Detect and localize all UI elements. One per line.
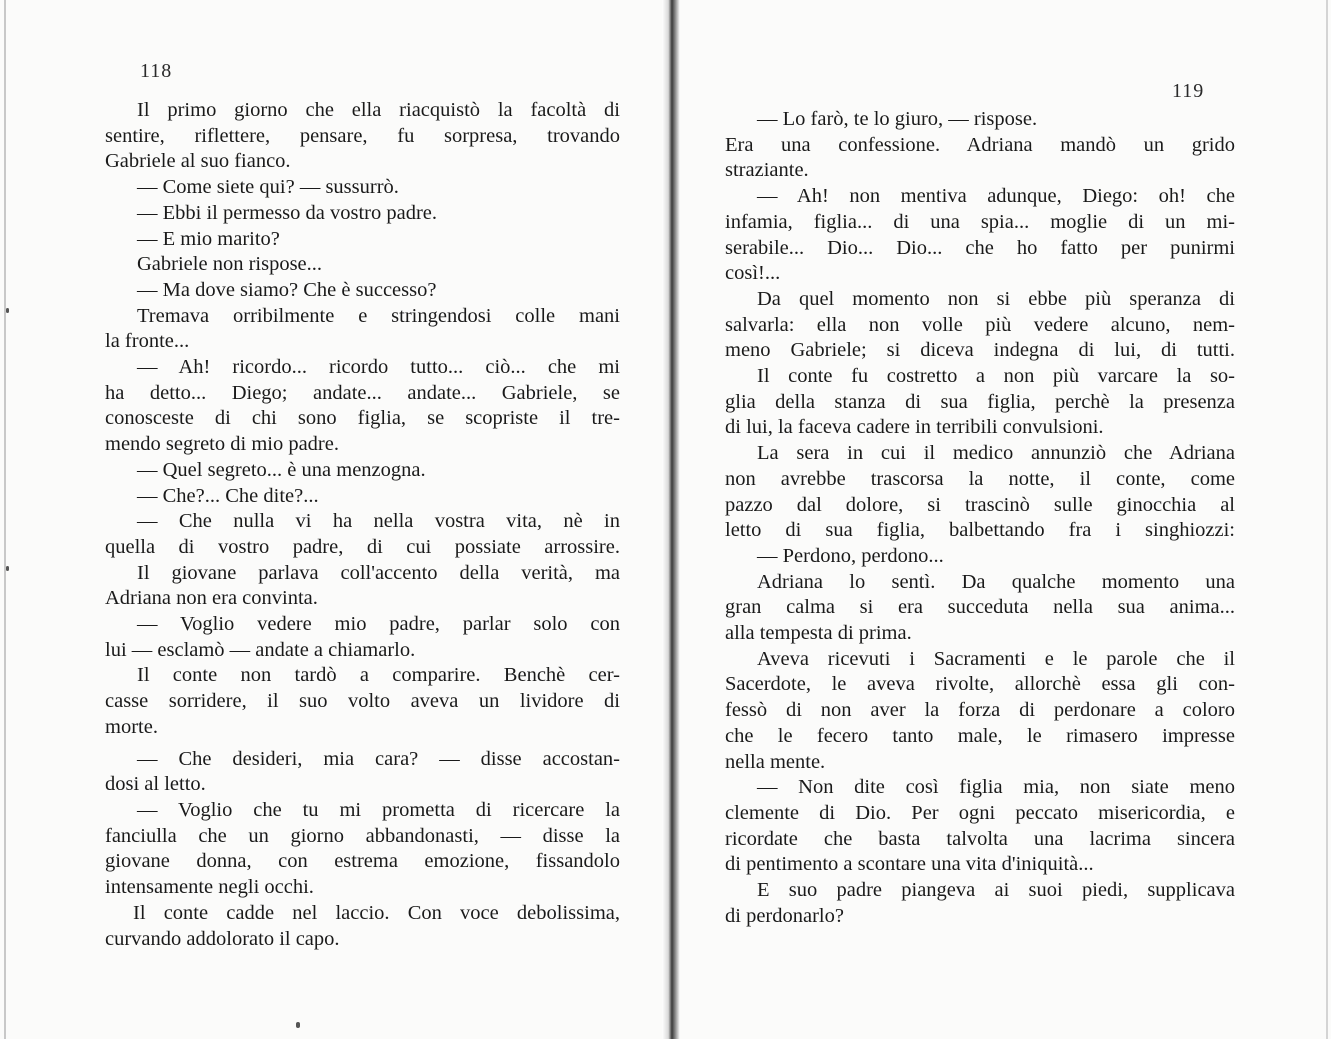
text-line: salvarla: ella non volle più vedere alcuno, nem-	[725, 313, 1235, 336]
text-line: ha detto... Diego; andate... andate... Gabriele, se	[105, 381, 620, 404]
text-line: Adriana lo sentì. Da qualche momento una	[757, 570, 1235, 593]
text-line: pazzo dal dolore, si trascinò sulle ginocchia al	[725, 493, 1235, 516]
text-line: fessò di non aver la forza di perdonare a coloro	[725, 699, 1235, 722]
text-line: gran calma si era succeduta nella sua anima...	[725, 596, 1235, 619]
ink-speck	[6, 308, 9, 313]
text-line: di perdonarlo?	[725, 904, 844, 927]
left-page	[0, 0, 662, 1039]
text-line: — Perdono, perdono...	[757, 544, 944, 567]
text-line: infamia, figlia... di una spia... moglie di un mi-	[725, 210, 1235, 233]
text-line: — Che?... Che dite?...	[137, 484, 319, 507]
text-line: — Non dite così figlia mia, non siate meno	[757, 776, 1235, 799]
text-line: clemente di Dio. Per ogni peccato misericordia, e	[725, 801, 1235, 824]
text-line: La sera in cui il medico annunziò che Adriana	[757, 442, 1235, 465]
text-line: giovane donna, con estrema emozione, fissandolo	[105, 850, 620, 873]
text-line: di pentimento a scontare una vita d'iniquità...	[725, 853, 1094, 876]
text-line: mendo segreto di mio padre.	[105, 433, 339, 456]
book-gutter	[662, 0, 680, 1039]
text-line: Aveva ricevuti i Sacramenti e le parole che il	[757, 647, 1235, 670]
right-page-edge	[1326, 0, 1328, 1039]
text-line: conosceste di chi sono figlia, se scopriste il tre-	[105, 407, 620, 430]
text-line: — Che nulla vi ha nella vostra vita, nè in	[137, 510, 620, 533]
text-line: intensamente negli occhi.	[105, 876, 314, 899]
text-line: straziante.	[725, 159, 809, 182]
text-line: — Voglio vedere mio padre, parlar solo con	[137, 613, 620, 636]
text-line: — Ma dove siamo? Che è successo?	[137, 278, 437, 301]
text-line: Era una confessione. Adriana mandò un grido	[725, 133, 1235, 156]
left-page-edge	[4, 0, 6, 1039]
text-line: dosi al letto.	[105, 773, 206, 796]
text-line: Il giovane parlava coll'accento della verità, ma	[137, 561, 620, 584]
text-line: Il conte fu costretto a non più varcare la so-	[757, 365, 1235, 388]
text-line: la fronte...	[105, 330, 190, 353]
text-line: così!...	[725, 262, 781, 285]
text-line: Adriana non era convinta.	[105, 587, 318, 610]
text-line: Da quel momento non si ebbe più speranza di	[757, 287, 1235, 310]
text-line: — Lo farò, te lo giuro, — rispose.	[757, 108, 1038, 130]
text-line: serabile... Dio... Dio... che ho fatto per punirmi	[725, 236, 1235, 259]
text-line: meno Gabriele; si diceva indegna di lui, di tutti.	[725, 339, 1235, 362]
text-line: — Quel segreto... è una menzogna.	[137, 458, 426, 481]
text-line: non avrebbe trascorsa la notte, il conte, come	[725, 467, 1235, 490]
right-page-text	[725, 107, 1235, 930]
text-line: Il primo giorno che ella riacquistò la facoltà di	[137, 99, 620, 121]
text-line: curvando addolorato il capo.	[105, 927, 340, 950]
text-line: Gabriele al suo fianco.	[105, 150, 291, 173]
text-line: E suo padre piangeva ai suoi piedi, supplicava	[757, 879, 1235, 902]
text-line: — Voglio che tu mi prometta di ricercare la	[137, 798, 620, 821]
page-number-left: 118	[140, 60, 173, 82]
text-line: quella di vostro padre, di cui possiate arrossire.	[105, 535, 620, 558]
right-page	[680, 0, 1331, 1039]
text-line: Tremava orribilmente e stringendosi colle mani	[137, 304, 620, 327]
text-line: casse sorridere, il suo volto aveva un lividore di	[105, 690, 620, 713]
text-line: Gabriele non rispose...	[137, 253, 323, 276]
left-page-text	[105, 98, 620, 952]
ink-speck	[6, 566, 9, 571]
text-line: sentire, riflettere, pensare, fu sorpresa, trovando	[105, 124, 620, 147]
text-line: letto di sua figlia, balbettando fra i singhiozzi:	[725, 519, 1235, 542]
text-line: lui — esclamò — andate a chiamarlo.	[105, 638, 416, 661]
text-line: fanciulla che un giorno abbandonasti, — disse la	[105, 824, 620, 847]
text-line: — Ah! non mentiva adunque, Diego: oh! che	[757, 185, 1235, 208]
text-line: di lui, la faceva cadere in terribili convulsioni.	[725, 416, 1104, 439]
text-line: nella mente.	[725, 750, 826, 773]
text-line: — Come siete qui? — sussurrò.	[137, 176, 399, 199]
text-line: ricordate che basta talvolta una lacrima sincera	[725, 827, 1235, 850]
text-line: — Che desideri, mia cara? — disse accostan-	[137, 747, 620, 770]
text-line: — Ah! ricordo... ricordo tutto... ciò... che mi	[137, 356, 620, 379]
text-line: morte.	[105, 715, 158, 738]
text-line: — E mio marito?	[137, 227, 280, 250]
text-line: Il conte non tardò a comparire. Benchè cer-	[137, 664, 620, 687]
page-number-right: 119	[1172, 80, 1205, 102]
text-line: alla tempesta di prima.	[725, 622, 912, 645]
text-line: — Ebbi il permesso da vostro padre.	[137, 201, 438, 224]
text-line: Sacerdote, le aveva rivolte, allorchè essa gli con-	[725, 673, 1235, 696]
text-line: che le fecero tanto male, le rimasero impresse	[725, 724, 1235, 747]
text-line: Il conte cadde nel laccio. Con voce debolissima,	[133, 901, 620, 924]
text-line: glia della stanza di sua figlia, perchè la presenza	[725, 390, 1235, 413]
ink-speck	[296, 1022, 300, 1028]
